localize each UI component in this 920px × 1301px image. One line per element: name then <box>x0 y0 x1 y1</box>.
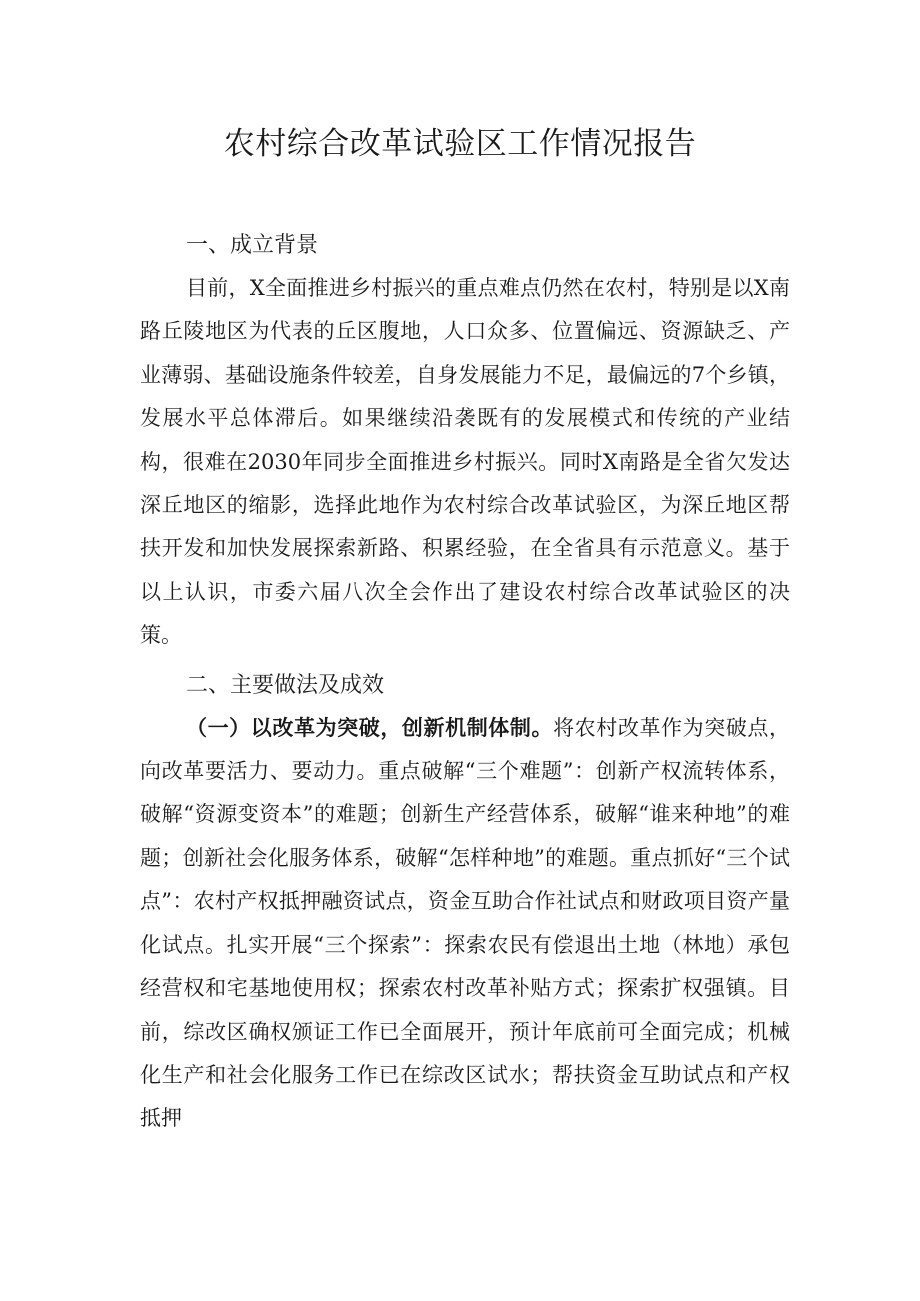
section-heading-background: 一、成立背景 <box>186 233 319 258</box>
document-title: 农村综合改革试验区工作情况报告 <box>223 126 697 162</box>
sub-heading-reform: （一）以改革为突破，创新机制体制。 <box>186 715 554 740</box>
document-body <box>140 224 790 1141</box>
section-heading-practices: 二、主要做法及成效 <box>186 672 385 698</box>
paragraph-text-reform: 将农村改革作为突破点，向改革要活力、要动力。重点破解“三个难题”：创新产权流转体系，破解“资源变资本”的难题；创新生产经营体系，破解“谁来种地”的难题；创新社会化服务体系，破解“怎样种地”的难题。重点抓好“三个试点”：农村产权抵押融资试点，资金互助合作社试点和财政项目资产量化试点。扎实开展“三个探索”：探索农民有偿退出土地（林地）承包经营权和宅基地使用权；探索农村改革补贴方式；探索扩权强镇。目前，综改区确权颁证工作已全面展开，预计年底前可全面完成；机械化生产和社会化服务工作已在综改区试水；帮扶资金互助试点和产权抵押 <box>140 715 791 1131</box>
section-paragraph-practices <box>140 707 790 1141</box>
section-paragraph-background: 目前，X全面推进乡村振兴的重点难点仍然在农村，特别是以X南路丘陵地区为代表的丘区腹地，人口众多、位置偏远、资源缺乏、产业薄弱、基础设施条件较差，自身发展能力不足，最偏远的7个乡镇，发展水平总体滞后。如果继续沿袭既有的发展模式和传统的产业结构，很难在2030年同步全面推进乡村振兴。同时X南路是全省欠发达深丘地区的缩影，选择此地作为农村综合改革试验区，为深丘地区帮扶开发和加快发展探索新路、积累经验，在全省具有示范意义。基于以上认识，市委六届八次全会作出了建设农村综合改革试验区的决策。 <box>140 276 790 648</box>
